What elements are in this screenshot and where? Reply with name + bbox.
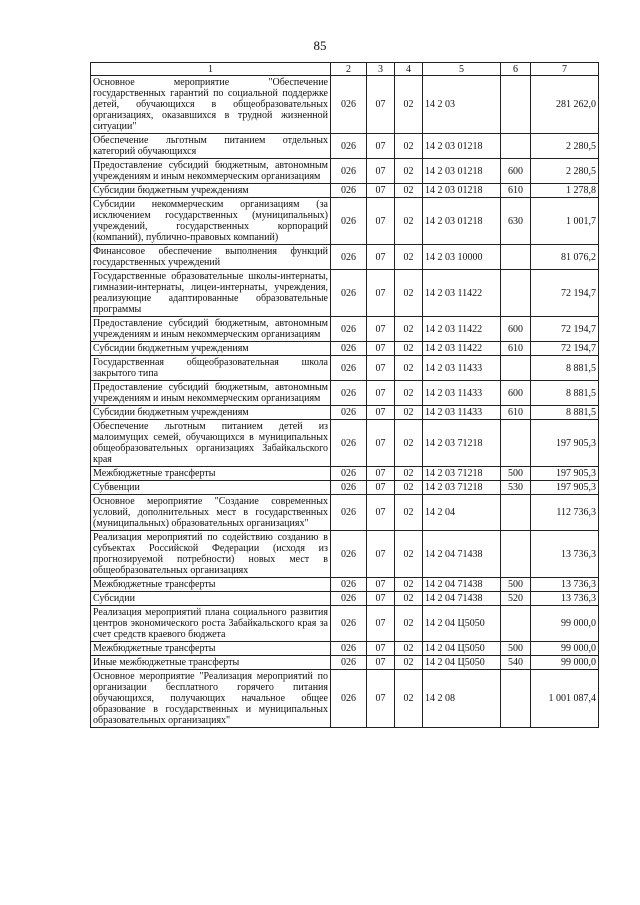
admin-code-cell: 026 xyxy=(331,134,367,159)
expense-type-cell xyxy=(501,531,531,578)
table-row xyxy=(91,317,599,342)
expense-type-cell: 610 xyxy=(501,342,531,356)
table-row xyxy=(91,606,599,642)
section-code-cell: 07 xyxy=(367,592,395,606)
admin-code-cell: 026 xyxy=(331,159,367,184)
subsection-code-cell: 02 xyxy=(395,467,423,481)
admin-code-cell: 026 xyxy=(331,381,367,406)
expense-type-cell: 500 xyxy=(501,578,531,592)
admin-code-cell: 026 xyxy=(331,592,367,606)
subsection-code-cell: 02 xyxy=(395,76,423,134)
target-article-cell: 14 2 03 11422 xyxy=(423,342,501,356)
amount-cell: 13 736,3 xyxy=(531,592,599,606)
subsection-code-cell: 02 xyxy=(395,381,423,406)
target-article-cell: 14 2 04 71438 xyxy=(423,592,501,606)
target-article-cell: 14 2 04 xyxy=(423,495,501,531)
expense-type-cell: 520 xyxy=(501,592,531,606)
target-article-cell: 14 2 03 71218 xyxy=(423,467,501,481)
subsection-code-cell: 02 xyxy=(395,592,423,606)
table-row xyxy=(91,76,599,134)
target-article-cell: 14 2 03 11433 xyxy=(423,381,501,406)
amount-cell: 99 000,0 xyxy=(531,656,599,670)
subsection-code-cell: 02 xyxy=(395,270,423,317)
column-header: 3 xyxy=(367,63,395,76)
amount-cell: 2 280,5 xyxy=(531,159,599,184)
amount-cell: 1 001,7 xyxy=(531,198,599,245)
target-article-cell: 14 2 04 Ц5050 xyxy=(423,606,501,642)
table-header-row xyxy=(91,63,599,76)
section-code-cell: 07 xyxy=(367,481,395,495)
expense-type-cell: 600 xyxy=(501,317,531,342)
admin-code-cell: 026 xyxy=(331,76,367,134)
table-row xyxy=(91,134,599,159)
target-article-cell: 14 2 03 xyxy=(423,76,501,134)
target-article-cell: 14 2 03 71218 xyxy=(423,481,501,495)
subsection-code-cell: 02 xyxy=(395,342,423,356)
expense-type-cell: 610 xyxy=(501,184,531,198)
section-code-cell: 07 xyxy=(367,606,395,642)
section-code-cell: 07 xyxy=(367,467,395,481)
row-name-cell: Субвенции xyxy=(91,481,331,495)
admin-code-cell: 026 xyxy=(331,184,367,198)
section-code-cell: 07 xyxy=(367,531,395,578)
expense-type-cell xyxy=(501,245,531,270)
amount-cell: 13 736,3 xyxy=(531,578,599,592)
target-article-cell: 14 2 04 Ц5050 xyxy=(423,656,501,670)
amount-cell: 72 194,7 xyxy=(531,317,599,342)
amount-cell: 13 736,3 xyxy=(531,531,599,578)
admin-code-cell: 026 xyxy=(331,481,367,495)
subsection-code-cell: 02 xyxy=(395,317,423,342)
row-name-cell: Субсидии бюджетным учреждениям xyxy=(91,406,331,420)
expense-type-cell: 600 xyxy=(501,159,531,184)
table-row xyxy=(91,245,599,270)
expense-type-cell: 500 xyxy=(501,467,531,481)
subsection-code-cell: 02 xyxy=(395,159,423,184)
section-code-cell: 07 xyxy=(367,381,395,406)
amount-cell: 8 881,5 xyxy=(531,356,599,381)
expense-type-cell xyxy=(501,420,531,467)
subsection-code-cell: 02 xyxy=(395,578,423,592)
subsection-code-cell: 02 xyxy=(395,606,423,642)
target-article-cell: 14 2 03 71218 xyxy=(423,420,501,467)
admin-code-cell: 026 xyxy=(331,245,367,270)
table-row xyxy=(91,198,599,245)
target-article-cell: 14 2 04 71438 xyxy=(423,531,501,578)
target-article-cell: 14 2 03 11433 xyxy=(423,356,501,381)
amount-cell: 281 262,0 xyxy=(531,76,599,134)
subsection-code-cell: 02 xyxy=(395,198,423,245)
subsection-code-cell: 02 xyxy=(395,406,423,420)
target-article-cell: 14 2 08 xyxy=(423,670,501,728)
subsection-code-cell: 02 xyxy=(395,245,423,270)
row-name-cell: Иные межбюджетные трансферты xyxy=(91,656,331,670)
row-name-cell: Субсидии xyxy=(91,592,331,606)
amount-cell: 197 905,3 xyxy=(531,420,599,467)
section-code-cell: 07 xyxy=(367,670,395,728)
expense-type-cell xyxy=(501,270,531,317)
expense-type-cell: 530 xyxy=(501,481,531,495)
row-name-cell: Реализация мероприятий плана социального развития центров экономического роста Забайкальского края за счет средств краевого бюджета xyxy=(91,606,331,642)
admin-code-cell: 026 xyxy=(331,198,367,245)
admin-code-cell: 026 xyxy=(331,670,367,728)
target-article-cell: 14 2 03 11433 xyxy=(423,406,501,420)
admin-code-cell: 026 xyxy=(331,356,367,381)
section-code-cell: 07 xyxy=(367,245,395,270)
amount-cell: 197 905,3 xyxy=(531,467,599,481)
admin-code-cell: 026 xyxy=(331,270,367,317)
amount-cell: 8 881,5 xyxy=(531,381,599,406)
section-code-cell: 07 xyxy=(367,406,395,420)
row-name-cell: Основное мероприятие "Реализация мероприятий по организации бесплатного горячего питания обучающихся, получающих начальное общее образование в государственных и муниципальных образовательных организациях" xyxy=(91,670,331,728)
amount-cell: 112 736,3 xyxy=(531,495,599,531)
amount-cell: 1 001 087,4 xyxy=(531,670,599,728)
row-name-cell: Обеспечение льготным питанием детей из малоимущих семей, обучающихся в муниципальных общеобразовательных организациях Забайкальского края xyxy=(91,420,331,467)
section-code-cell: 07 xyxy=(367,134,395,159)
amount-cell: 8 881,5 xyxy=(531,406,599,420)
expense-type-cell xyxy=(501,356,531,381)
section-code-cell: 07 xyxy=(367,76,395,134)
expense-type-cell xyxy=(501,76,531,134)
target-article-cell: 14 2 04 71438 xyxy=(423,578,501,592)
amount-cell: 1 278,8 xyxy=(531,184,599,198)
expense-type-cell xyxy=(501,606,531,642)
target-article-cell: 14 2 03 11422 xyxy=(423,317,501,342)
column-header: 5 xyxy=(423,63,501,76)
admin-code-cell: 026 xyxy=(331,342,367,356)
amount-cell: 2 280,5 xyxy=(531,134,599,159)
row-name-cell: Межбюджетные трансферты xyxy=(91,578,331,592)
table-row xyxy=(91,670,599,728)
amount-cell: 72 194,7 xyxy=(531,270,599,317)
row-name-cell: Реализация мероприятий по содействию созданию в субъектах Российской Федерации (исходя из прогнозируемой потребности) новых мест в общеобразовательных организациях xyxy=(91,531,331,578)
row-name-cell: Основное мероприятие "Создание современных условий, дополнительных мест в государственных (муниципальных) образовательных организациях" xyxy=(91,495,331,531)
amount-cell: 72 194,7 xyxy=(531,342,599,356)
admin-code-cell: 026 xyxy=(331,467,367,481)
row-name-cell: Межбюджетные трансферты xyxy=(91,467,331,481)
subsection-code-cell: 02 xyxy=(395,356,423,381)
table-row xyxy=(91,356,599,381)
section-code-cell: 07 xyxy=(367,356,395,381)
admin-code-cell: 026 xyxy=(331,656,367,670)
subsection-code-cell: 02 xyxy=(395,642,423,656)
page-number: 85 xyxy=(313,38,327,53)
row-name-cell: Предоставление субсидий бюджетным, автономным учреждениям и иным некоммерческим организациям xyxy=(91,381,331,406)
admin-code-cell: 026 xyxy=(331,406,367,420)
table-row xyxy=(91,159,599,184)
column-header: 1 xyxy=(91,63,331,76)
section-code-cell: 07 xyxy=(367,578,395,592)
expense-type-cell xyxy=(501,134,531,159)
expense-type-cell: 610 xyxy=(501,406,531,420)
section-code-cell: 07 xyxy=(367,656,395,670)
row-name-cell: Государственная общеобразовательная школа закрытого типа xyxy=(91,356,331,381)
target-article-cell: 14 2 03 01218 xyxy=(423,198,501,245)
table-row xyxy=(91,495,599,531)
admin-code-cell: 026 xyxy=(331,531,367,578)
column-header: 6 xyxy=(501,63,531,76)
table-row xyxy=(91,381,599,406)
target-article-cell: 14 2 03 01218 xyxy=(423,159,501,184)
column-header: 7 xyxy=(531,63,599,76)
column-header: 4 xyxy=(395,63,423,76)
expense-type-cell xyxy=(501,670,531,728)
admin-code-cell: 026 xyxy=(331,420,367,467)
table-row xyxy=(91,578,599,592)
target-article-cell: 14 2 03 10000 xyxy=(423,245,501,270)
row-name-cell: Обеспечение льготным питанием отдельных категорий обучающихся xyxy=(91,134,331,159)
row-name-cell: Предоставление субсидий бюджетным, автономным учреждениям и иным некоммерческим организациям xyxy=(91,159,331,184)
table-row xyxy=(91,481,599,495)
table-row xyxy=(91,342,599,356)
row-name-cell: Субсидии бюджетным учреждениям xyxy=(91,184,331,198)
subsection-code-cell: 02 xyxy=(395,134,423,159)
row-name-cell: Субсидии некоммерческим организациям (за исключением государственных (муниципальных) учреждений, государственных корпораций (компаний), публично-правовых компаний) xyxy=(91,198,331,245)
budget-table xyxy=(90,62,599,728)
expense-type-cell: 630 xyxy=(501,198,531,245)
expense-type-cell: 500 xyxy=(501,642,531,656)
subsection-code-cell: 02 xyxy=(395,420,423,467)
target-article-cell: 14 2 03 01218 xyxy=(423,134,501,159)
target-article-cell: 14 2 03 11422 xyxy=(423,270,501,317)
table-row xyxy=(91,420,599,467)
target-article-cell: 14 2 04 Ц5050 xyxy=(423,642,501,656)
row-name-cell: Государственные образовательные школы-интернаты, гимназии-интернаты, лицеи-интернаты, учреждения, реализующие адаптированные образовательные программы xyxy=(91,270,331,317)
expense-type-cell: 600 xyxy=(501,381,531,406)
section-code-cell: 07 xyxy=(367,159,395,184)
admin-code-cell: 026 xyxy=(331,495,367,531)
section-code-cell: 07 xyxy=(367,198,395,245)
section-code-cell: 07 xyxy=(367,495,395,531)
row-name-cell: Межбюджетные трансферты xyxy=(91,642,331,656)
expense-type-cell xyxy=(501,495,531,531)
admin-code-cell: 026 xyxy=(331,317,367,342)
section-code-cell: 07 xyxy=(367,270,395,317)
table-row xyxy=(91,531,599,578)
subsection-code-cell: 02 xyxy=(395,184,423,198)
subsection-code-cell: 02 xyxy=(395,495,423,531)
table-row xyxy=(91,184,599,198)
admin-code-cell: 026 xyxy=(331,578,367,592)
subsection-code-cell: 02 xyxy=(395,531,423,578)
admin-code-cell: 026 xyxy=(331,642,367,656)
table-row xyxy=(91,467,599,481)
target-article-cell: 14 2 03 01218 xyxy=(423,184,501,198)
amount-cell: 81 076,2 xyxy=(531,245,599,270)
row-name-cell: Предоставление субсидий бюджетным, автономным учреждениям и иным некоммерческим организациям xyxy=(91,317,331,342)
section-code-cell: 07 xyxy=(367,420,395,467)
table-row xyxy=(91,642,599,656)
row-name-cell: Субсидии бюджетным учреждениям xyxy=(91,342,331,356)
row-name-cell: Финансовое обеспечение выполнения функций государственных учреждений xyxy=(91,245,331,270)
subsection-code-cell: 02 xyxy=(395,481,423,495)
table-row xyxy=(91,270,599,317)
section-code-cell: 07 xyxy=(367,317,395,342)
amount-cell: 99 000,0 xyxy=(531,642,599,656)
table-row xyxy=(91,592,599,606)
section-code-cell: 07 xyxy=(367,642,395,656)
budget-table-body xyxy=(91,63,599,728)
admin-code-cell: 026 xyxy=(331,606,367,642)
row-name-cell: Основное мероприятие "Обеспечение государственных гарантий по социальной поддержке детей, обучающихся в общеобразовательных организациях, оказавшихся в трудной жизненной ситуации" xyxy=(91,76,331,134)
section-code-cell: 07 xyxy=(367,342,395,356)
column-header: 2 xyxy=(331,63,367,76)
table-row xyxy=(91,406,599,420)
expense-type-cell: 540 xyxy=(501,656,531,670)
subsection-code-cell: 02 xyxy=(395,670,423,728)
amount-cell: 99 000,0 xyxy=(531,606,599,642)
amount-cell: 197 905,3 xyxy=(531,481,599,495)
table-row xyxy=(91,656,599,670)
subsection-code-cell: 02 xyxy=(395,656,423,670)
section-code-cell: 07 xyxy=(367,184,395,198)
